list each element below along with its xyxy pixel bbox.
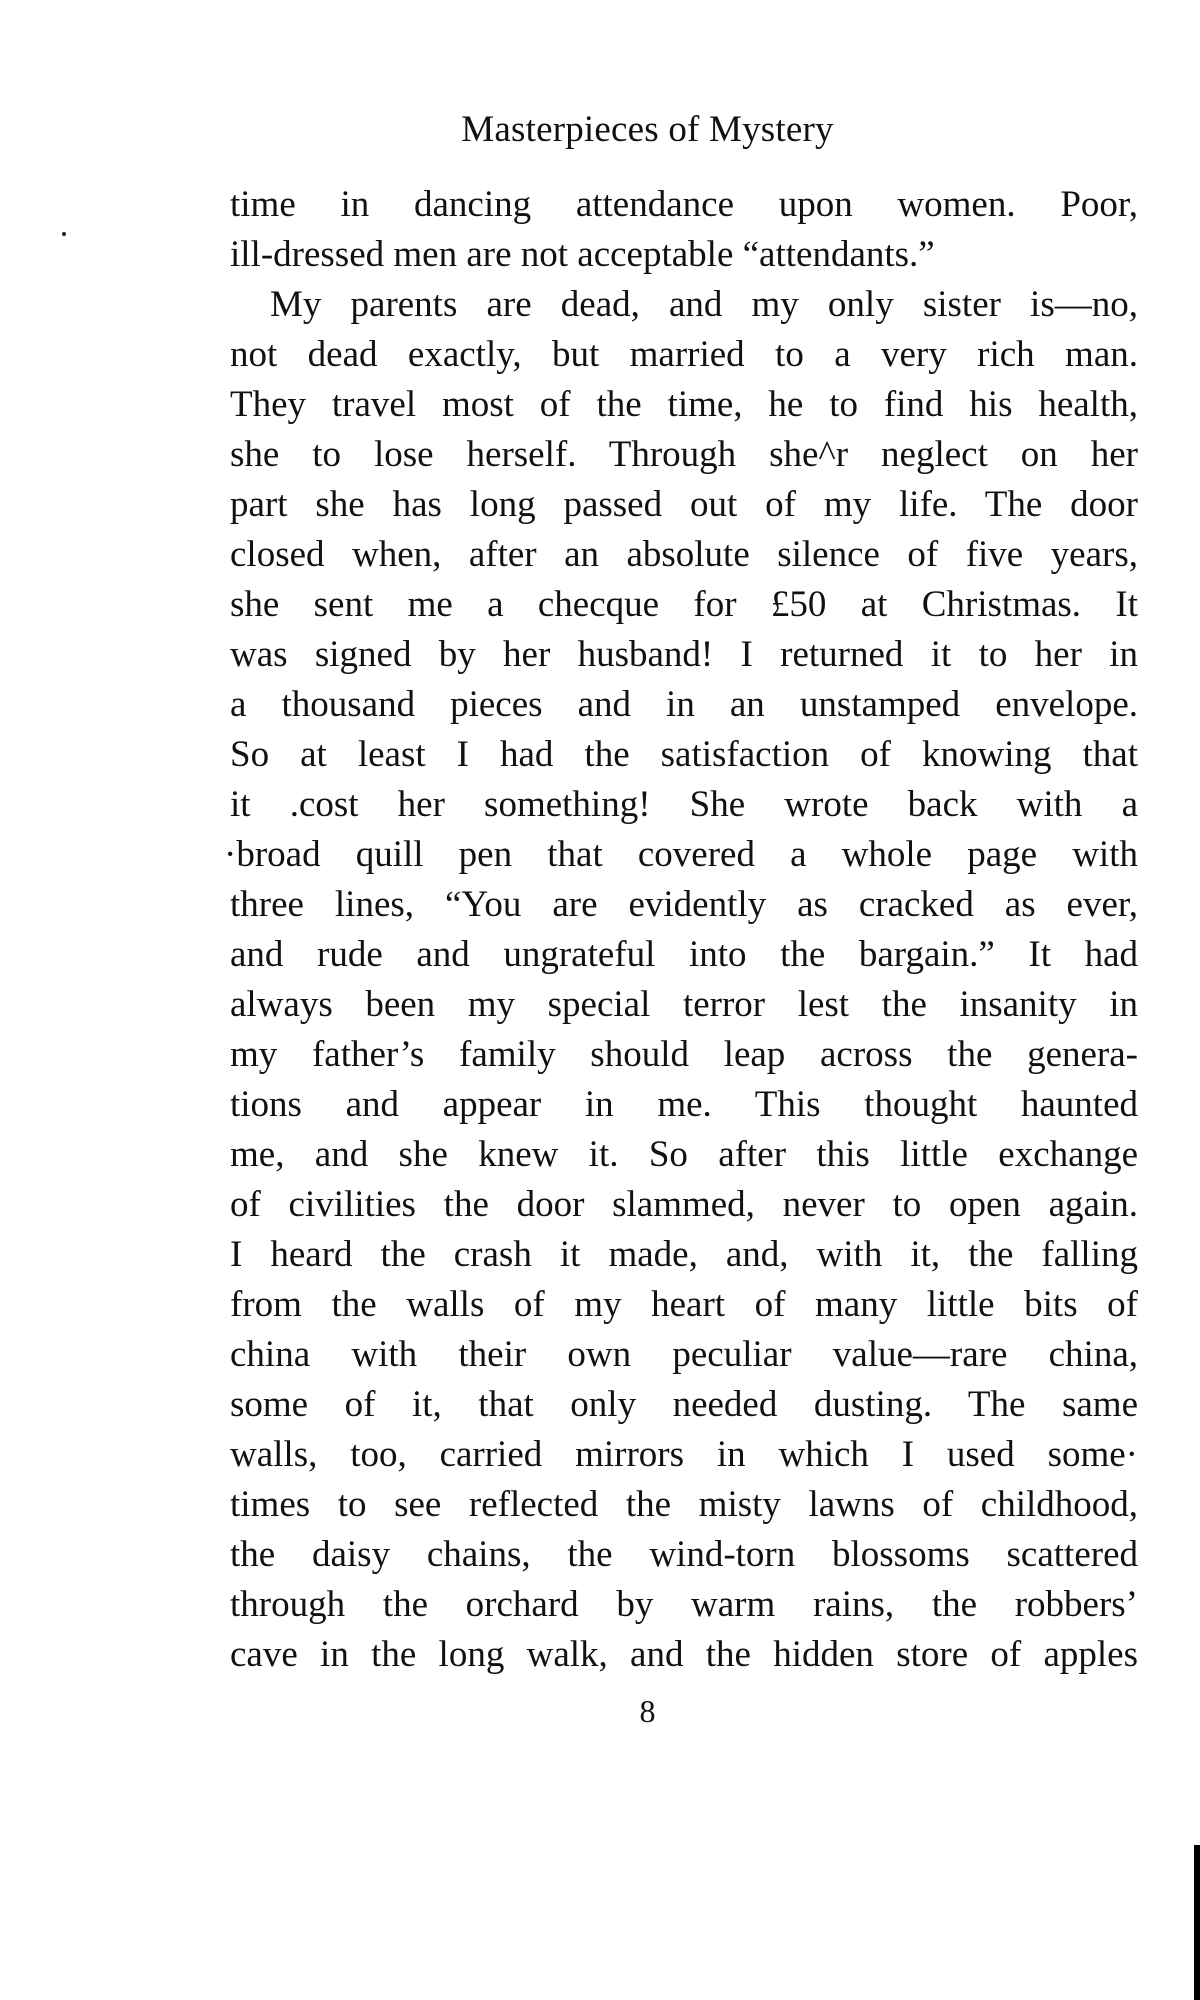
margin-speck	[62, 232, 66, 236]
text-line: china with their own peculiar value—rare china,	[230, 1334, 1138, 1375]
text-line: three lines, “You are evidently as cracked as ever,	[230, 884, 1138, 925]
text-line: some of it, that only needed dusting. The same	[230, 1384, 1138, 1425]
text-line: it .cost her something! She wrote back with a	[230, 784, 1138, 825]
text-line: cave in the long walk, and the hidden store of apples	[230, 1634, 1138, 1675]
scan-edge-mark	[1194, 1845, 1200, 2000]
text-line: of civilities the door slammed, never to open again.	[230, 1184, 1138, 1225]
text-line: through the orchard by warm rains, the robbers’	[230, 1584, 1138, 1625]
text-line: she to lose herself. Through she^r neglect on her	[230, 434, 1138, 475]
text-line: ·broad quill pen that covered a whole page with	[224, 834, 1138, 875]
text-line: I heard the crash it made, and, with it, the falling	[230, 1234, 1138, 1275]
text-line: closed when, after an absolute silence of five years,	[230, 534, 1138, 575]
text-line: she sent me a checque for £50 at Christmas. It	[230, 584, 1138, 625]
text-line: from the walls of my heart of many little bits of	[230, 1284, 1138, 1325]
text-line: ill-dressed men are not acceptable “attendants.”	[230, 234, 935, 275]
text-line: So at least I had the satisfaction of knowing that	[230, 734, 1138, 775]
text-line: part she has long passed out of my life. The door	[230, 484, 1138, 525]
page-number: 8	[639, 1693, 656, 1729]
text-line: and rude and ungrateful into the bargain.” It had	[230, 934, 1138, 975]
text-line: the daisy chains, the wind-torn blossoms scattered	[230, 1534, 1138, 1575]
running-head: Masterpieces of Mystery	[461, 109, 834, 150]
text-line: tions and appear in me. This thought haunted	[230, 1084, 1138, 1125]
paragraph-first-line: My parents are dead, and my only sister is—no,	[270, 284, 1138, 325]
text-line: me, and she knew it. So after this little exchange	[230, 1134, 1138, 1175]
text-line: was signed by her husband! I returned it to her in	[230, 634, 1138, 675]
text-line: time in dancing attendance upon women. Poor,	[230, 184, 1138, 225]
body-text	[224, 180, 1138, 1680]
text-line: walls, too, carried mirrors in which I used some·	[230, 1434, 1138, 1475]
text-line: a thousand pieces and in an unstamped envelope.	[230, 684, 1138, 725]
text-line: my father’s family should leap across the genera-	[230, 1034, 1138, 1075]
text-line: times to see reflected the misty lawns of childhood,	[230, 1484, 1138, 1525]
text-line: always been my special terror lest the insanity in	[230, 984, 1138, 1025]
text-line: They travel most of the time, he to find his health,	[230, 384, 1138, 425]
text-line: not dead exactly, but married to a very rich man.	[230, 334, 1138, 375]
